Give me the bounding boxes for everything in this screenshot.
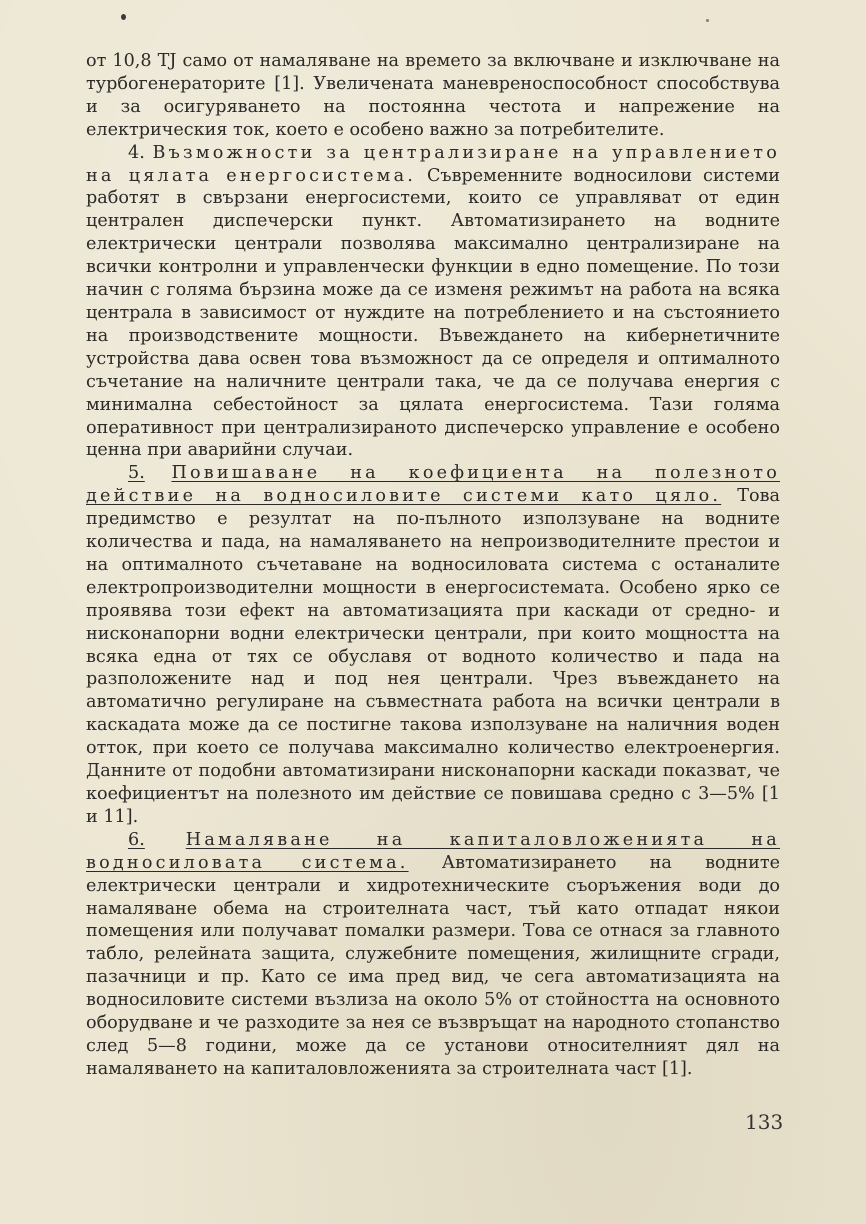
dust-speck	[706, 19, 709, 22]
section-heading: Повишаване на коефициента на полезното действие на водносиловите системи като цяло.	[86, 463, 780, 507]
paragraph-text: Автоматизирането на водните електрически централи и хидротехническите съоръжения води до намаляване обема на строителната част, тъй като отпадат някои помещения или получават помалки размери. Това се отнася за главното табло, релейната защита, служебните помещения, жилищните сгради, пазачници и пр. Като се има пред вид, че сега автоматизацията на водносиловите системи възлиза на около 5% от стойността на основното оборудване и че разходите за нея се възвръщат на народното стопанство след 5—8 години, може да се установи относителният дял на намаляването на капиталовложенията за строителната част [1].	[86, 852, 781, 1079]
dust-speck	[121, 14, 126, 20]
paragraph-4	[86, 142, 780, 463]
paragraph-5	[86, 462, 780, 829]
paragraph-text: от 10,8 TJ само от намаляване на времето за включване и изключване на турбогенераторите [1]. Увеличената маневреноспособност способствува и за осигуряването на постоянна честота и напрежение на електрическия ток, което е особено важно за потребителите.	[86, 51, 780, 140]
section-heading: Намаляване на капиталовложенията на водносиловата система.	[86, 829, 781, 873]
paragraph-6	[86, 829, 780, 1081]
paragraph-text: Съвременните водносилови системи работят в свързани енергосистеми, които се управляват от един централен диспечерски пункт. Автоматизирането на водните електрически централи позволява максимално централизиране на всички контролни и управленчески функции в едно помещение. По този начин с голяма бързина може да се изменя режимът на работа на всяка централа в зависимост от нуждите на потреблението и на състоянието на производствените мощности. Въвеждането на кибернетичните устройства дава освен това възможност да се определя и оптималното съчетание на наличните централи така, че да се получава енергия с минимална себестойност за цялата енергосистема. Тази голяма оперативност при централизираното диспечерско управление е особено ценна при аварийни случаи.	[86, 165, 780, 461]
body-text	[86, 50, 780, 1081]
section-heading: Възможности за централизиране на управлението на цялата енергосистема.	[86, 142, 780, 186]
section-number: 6.	[128, 829, 145, 850]
paragraph-intro	[86, 50, 780, 142]
section-number: 4.	[128, 142, 145, 163]
paragraph-text: Това предимство е резултат на по-пълното използуване на водните количества и пада, на намаляването на непроизводителните престои и на оптималното съчетаване на водносиловата система с останалите електропроизводителни мощности в енергосистемата. Особено ярко се проявява този ефект на автоматизацията при каскади от средно- и нисконапорни водни електрически централи, при които мощността на всяка една от тях се обуславя от водното количество и пада на разположените над и под нея централи. Чрез въвеждането на автоматично регулиране на съвместната работа на всички централи в каскадата може да се постигне такова използуване на наличния воден отток, при което се получава максимално количество електроенергия. Данните от подобни автоматизирани нисконапорни каскади показват, че коефициентът на полезното им действие се повишава средно с 3—5% [1 и 11].	[86, 486, 780, 827]
section-number: 5.	[128, 463, 145, 484]
page-number: 133	[745, 1110, 784, 1134]
